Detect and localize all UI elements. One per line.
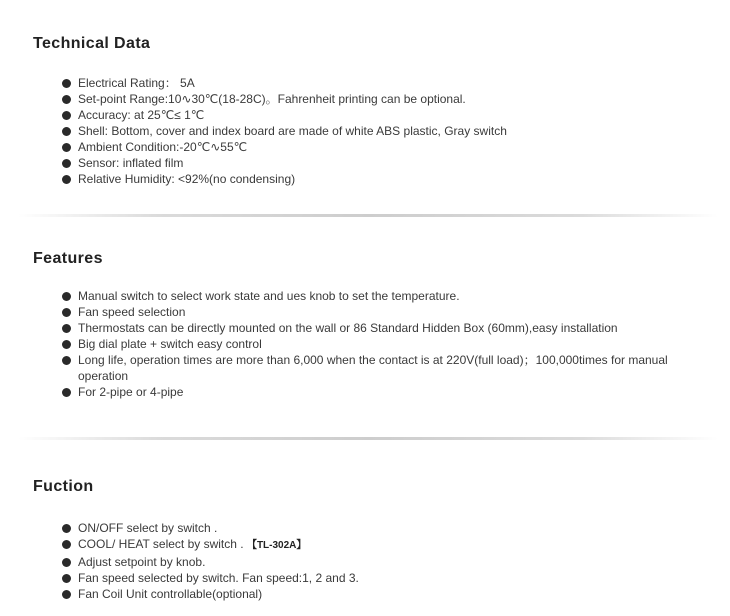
technical-data-title: Technical Data [33,35,151,52]
list-item [62,320,678,336]
section-divider [18,437,718,440]
bullet-icon [62,388,71,397]
list-item [62,123,507,139]
list-item [62,91,507,107]
list-item-text: Long life, operation times are more than 6,000 when the contact is at 220V(full load)；100,000times for manual operation [78,353,668,383]
bullet-icon [62,127,71,136]
list-item-text: Set-point Range:10∿30℃(18-28C)。Fahrenheit printing can be optional. [78,92,466,106]
bullet-icon [62,159,71,168]
list-item-text: ON/OFF select by switch . [78,521,218,535]
bullet-icon [62,143,71,152]
list-item [62,75,507,91]
fuction-list [62,520,359,602]
section-divider [18,214,718,217]
bullet-icon [62,79,71,88]
list-item [62,570,359,586]
fuction-title: Fuction [33,478,94,495]
list-item-text: Big dial plate + switch easy control [78,337,262,351]
list-item [62,554,359,570]
list-item [62,155,507,171]
list-item [62,536,359,554]
bullet-icon [62,574,71,583]
list-item-text: Adjust setpoint by knob. [78,555,206,569]
list-item-text: COOL/ HEAT select by switch . [78,537,244,551]
bullet-icon [62,558,71,567]
list-item [62,586,359,602]
list-item-text: Fan speed selection [78,305,186,319]
bullet-icon [62,175,71,184]
list-item-text: Fan Coil Unit controllable(optional) [78,587,263,601]
list-item-text: For 2-pipe or 4-pipe [78,385,184,399]
list-item-text: Ambient Condition:-20℃∿55℃ [78,140,248,154]
list-item-text: Electrical Rating： 5A [78,76,195,90]
bullet-icon [62,292,71,301]
bullet-icon [62,324,71,333]
list-item [62,336,678,352]
list-item [62,304,678,320]
bullet-icon [62,340,71,349]
list-item-text: Accuracy: at 25℃≤ 1℃ [78,108,205,122]
bullet-icon [62,540,71,549]
model-tag: 【TL-302A】 [246,540,307,551]
list-item-text: Shell: Bottom, cover and index board are made of white ABS plastic, Gray switch [78,124,507,138]
bullet-icon [62,590,71,599]
bullet-icon [62,524,71,533]
list-item [62,384,678,400]
list-item-text: Manual switch to select work state and ues knob to set the temperature. [78,289,460,303]
list-item-text: Sensor: inflated film [78,156,184,170]
features-list [62,288,678,400]
features-title: Features [33,250,103,267]
list-item [62,171,507,187]
bullet-icon [62,308,71,317]
bullet-icon [62,111,71,120]
list-item-text: Relative Humidity: <92%(no condensing) [78,172,296,186]
bullet-icon [62,356,71,365]
list-item [62,139,507,155]
list-item [62,352,678,384]
technical-data-list [62,75,507,187]
list-item [62,107,507,123]
list-item [62,288,678,304]
list-item-text: Thermostats can be directly mounted on the wall or 86 Standard Hidden Box (60mm),easy installation [78,321,618,335]
list-item [62,520,359,536]
bullet-icon [62,95,71,104]
list-item-text: Fan speed selected by switch. Fan speed:1, 2 and 3. [78,571,359,585]
